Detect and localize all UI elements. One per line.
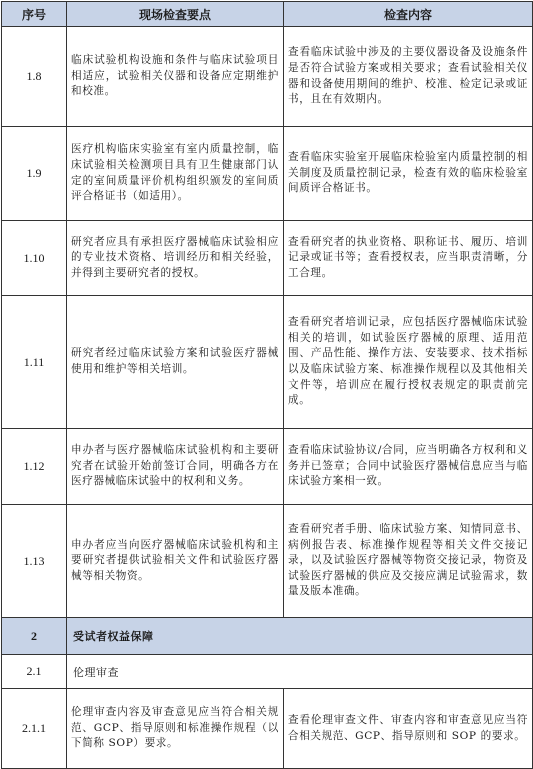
row-number: 1.13 bbox=[2, 505, 67, 618]
row-number: 1.10 bbox=[2, 221, 67, 296]
header-content: 检查内容 bbox=[284, 2, 533, 27]
row-point: 伦理审查内容及审查意见应当符合相关规范、GCP、指导原则和标准操作规程（以下简称 SOP）要求。 bbox=[67, 689, 284, 769]
section-row bbox=[2, 618, 533, 655]
row-content: 查看临床实验室开展临床检验室内质量控制的相关制度及质量控制记录，检查有效的临床检验室间质评合格证书。 bbox=[284, 127, 533, 221]
row-point: 申办者与医疗器械临床试验机构和主要研究者在试验开始前签订合同，明确各方在医疗器械临床试验中的权利和义务。 bbox=[67, 429, 284, 505]
section-number: 2 bbox=[2, 618, 67, 655]
subsection-row bbox=[2, 655, 533, 689]
row-content: 查看临床试验协议/合同，应当明确各方权利和义务并已签章；合同中试验医疗器械信息应当与临床试验方案相一致。 bbox=[284, 429, 533, 505]
row-content: 查看伦理审查文件、审查内容和审查意见应当符合相关规范、GCP、指导原则和 SOP 的要求。 bbox=[284, 689, 533, 769]
row-point: 研究者经过临床试验方案和试验医疗器械使用和维护等相关培训。 bbox=[67, 296, 284, 429]
row-number: 2.1.1 bbox=[2, 689, 67, 769]
table-row bbox=[2, 127, 533, 221]
table-row bbox=[2, 689, 533, 769]
row-number: 1.9 bbox=[2, 127, 67, 221]
row-point: 临床试验机构设施和条件与临床试验项目相适应，试验相关仪器和设备应定期维护和校准。 bbox=[67, 27, 284, 127]
row-content: 查看临床试验中涉及的主要仪器设备及设施条件是否符合试验方案或相关要求；查看试验相关仪器和设备使用期间的维护、校准、检定记录或证书，且在有效期内。 bbox=[284, 27, 533, 127]
header-no: 序号 bbox=[2, 2, 67, 27]
row-point: 申办者应当向医疗器械临床试验机构和主要研究者提供试验相关文件和试验医疗器械等相关物资。 bbox=[67, 505, 284, 618]
table-row bbox=[2, 27, 533, 127]
table-header-row bbox=[2, 2, 533, 27]
table-row bbox=[2, 296, 533, 429]
table-row bbox=[2, 429, 533, 505]
section-title: 受试者权益保障 bbox=[67, 618, 533, 655]
inspection-table bbox=[1, 1, 533, 769]
table-row bbox=[2, 505, 533, 618]
row-content: 查看研究者培训记录，应包括医疗器械临床试验相关的培训，如试验医疗器械的原理、适用范围、产品性能、操作方法、安装要求、技术指标以及临床试验方案、标准操作规程以及其他相关文件等，培训应在履行授权表规定的职责前完成。 bbox=[284, 296, 533, 429]
row-number: 1.11 bbox=[2, 296, 67, 429]
table-row bbox=[2, 221, 533, 296]
row-point: 医疗机构临床实验室有室内质量控制，临床试验相关检测项目具有卫生健康部门认定的室间质量评价机构组织颁发的室间质评合格证书（如适用）。 bbox=[67, 127, 284, 221]
header-point: 现场检查要点 bbox=[67, 2, 284, 27]
row-number: 1.8 bbox=[2, 27, 67, 127]
subsection-title: 伦理审查 bbox=[67, 655, 533, 689]
row-point: 研究者应具有承担医疗器械临床试验相应的专业技术资格、培训经历和相关经验，并得到主要研究者的授权。 bbox=[67, 221, 284, 296]
subsection-number: 2.1 bbox=[2, 655, 67, 689]
row-content: 查看研究者手册、临床试验方案、知情同意书、病例报告表、标准操作规程等相关文件交接记录，以及试验医疗器械等物资交接记录，物资及试验医疗器械的供应及交接应满足试验需求，数量及版本准确。 bbox=[284, 505, 533, 618]
row-content: 查看研究者的执业资格、职称证书、履历、培训记录或证书等；查看授权表，应当职责清晰，分工合理。 bbox=[284, 221, 533, 296]
row-number: 1.12 bbox=[2, 429, 67, 505]
